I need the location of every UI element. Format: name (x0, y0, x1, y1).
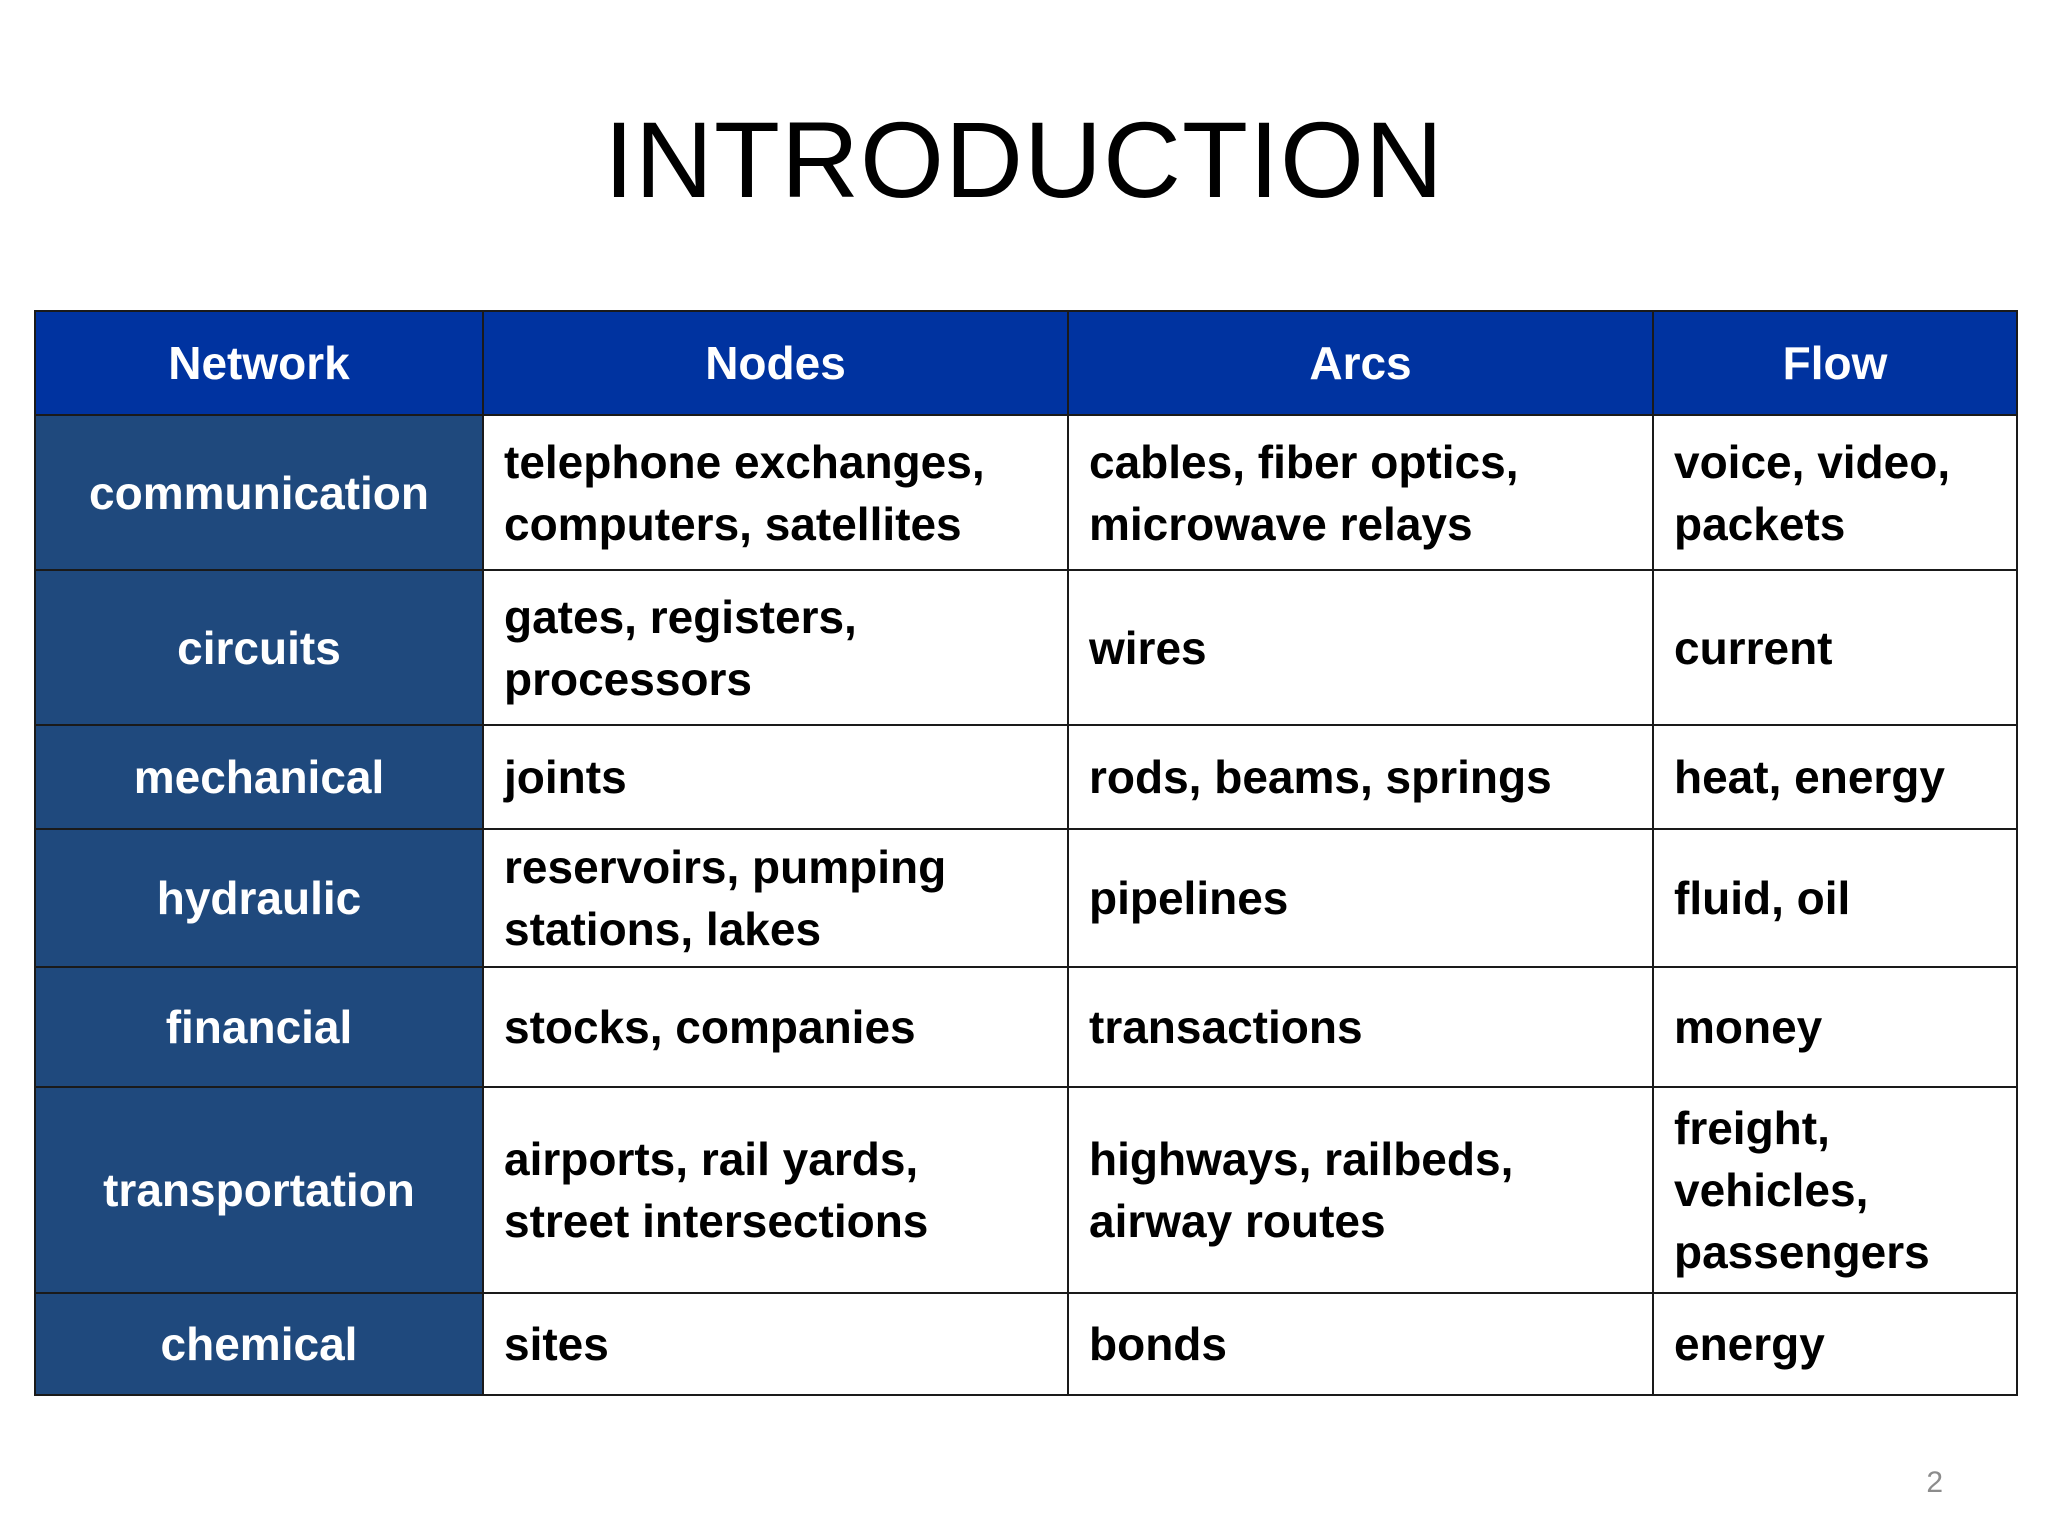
row-network-cell: transportation (35, 1087, 483, 1293)
row-flow-cell: energy (1653, 1293, 2017, 1395)
row-arcs-cell: highways, railbeds, airway routes (1068, 1087, 1653, 1293)
table-row (35, 415, 2017, 570)
row-arcs-cell: bonds (1068, 1293, 1653, 1395)
row-arcs-cell: pipelines (1068, 829, 1653, 967)
row-network-cell: financial (35, 967, 483, 1087)
table-row (35, 1087, 2017, 1293)
row-nodes-cell: airports, rail yards, street intersections (483, 1087, 1068, 1293)
table-row (35, 725, 2017, 829)
header-nodes: Nodes (483, 311, 1068, 415)
header-arcs: Arcs (1068, 311, 1653, 415)
row-arcs-cell: wires (1068, 570, 1653, 725)
header-flow: Flow (1653, 311, 2017, 415)
row-flow-cell: current (1653, 570, 2017, 725)
row-network-cell: mechanical (35, 725, 483, 829)
row-network-cell: hydraulic (35, 829, 483, 967)
row-arcs-cell: transactions (1068, 967, 1653, 1087)
table-row (35, 570, 2017, 725)
row-flow-cell: freight, vehicles, passengers (1653, 1087, 2017, 1293)
row-arcs-cell: cables, fiber optics, microwave relays (1068, 415, 1653, 570)
row-flow-cell: heat, energy (1653, 725, 2017, 829)
row-nodes-cell: joints (483, 725, 1068, 829)
table-row (35, 967, 2017, 1087)
row-network-cell: communication (35, 415, 483, 570)
row-nodes-cell: telephone exchanges, computers, satellites (483, 415, 1068, 570)
row-network-cell: chemical (35, 1293, 483, 1395)
row-flow-cell: money (1653, 967, 2017, 1087)
row-nodes-cell: sites (483, 1293, 1068, 1395)
row-arcs-cell: rods, beams, springs (1068, 725, 1653, 829)
network-table (34, 310, 2018, 1396)
row-flow-cell: fluid, oil (1653, 829, 2017, 967)
table-row (35, 1293, 2017, 1395)
row-flow-cell: voice, video, packets (1653, 415, 2017, 570)
row-nodes-cell: gates, registers, processors (483, 570, 1068, 725)
row-network-cell: circuits (35, 570, 483, 725)
page-number: 2 (1926, 1466, 1943, 1499)
table-header-row (35, 311, 2017, 415)
table-row (35, 829, 2017, 967)
row-nodes-cell: stocks, companies (483, 967, 1068, 1087)
row-nodes-cell: reservoirs, pumping stations, lakes (483, 829, 1068, 967)
slide-title: INTRODUCTION (604, 99, 1444, 220)
header-network: Network (35, 311, 483, 415)
